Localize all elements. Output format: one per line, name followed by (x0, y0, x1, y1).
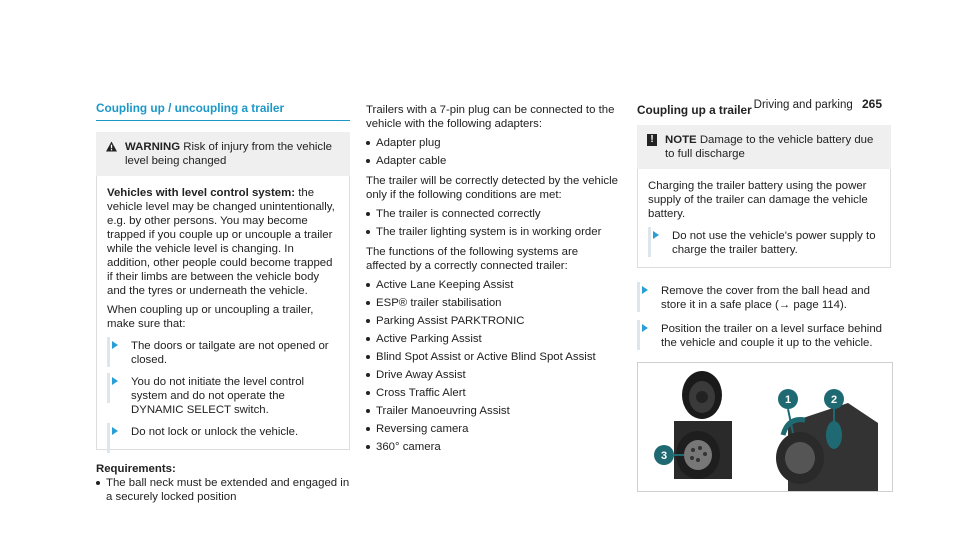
list-item: The ball neck must be extended and engaged in a securely locked position (96, 476, 350, 504)
warning-bold-intro: Vehicles with level control system: (107, 187, 296, 199)
detection-text: The trailer will be correctly detected by the vehicle only if the following conditions are met: (366, 175, 618, 201)
list-item: 360° camera (366, 440, 620, 454)
list-item: Active Lane Keeping Assist (366, 278, 620, 292)
callout-1: 1 (784, 394, 792, 406)
arrow-icon (107, 425, 121, 439)
callout-2: 2 (830, 394, 838, 406)
warning-icon (106, 141, 117, 152)
subsection-title: Coupling up a trailer (637, 103, 752, 117)
note-lead: Damage to the vehicle battery due to full discharge (665, 134, 874, 160)
warning-step (107, 339, 339, 367)
list-item: Parking Assist PARKTRONIC (366, 314, 620, 328)
warning-step (107, 375, 339, 417)
warning-step (107, 425, 339, 439)
arrow-icon (107, 375, 121, 417)
trailer-socket-figure (637, 362, 893, 492)
warning-step-text: The doors or tailgate are not opened or closed. (131, 340, 329, 366)
warning-lead: Risk of injury from the vehicle level being changed (125, 141, 332, 167)
list-item: Active Parking Assist (366, 332, 620, 346)
list-item: Reversing camera (366, 422, 620, 436)
warning-box (96, 132, 350, 176)
list-item: Drive Away Assist (366, 368, 620, 382)
warning-body-text: the vehicle level may be changed unintentionally, e.g. by other persons. You may become trapped if you couple up or uncouple a trailer while the vehicle level is changing. In addition, other people could become trapped if their limbs are between the vehicle body and the tyres or underneath the vehicle. (107, 187, 335, 297)
note-body (637, 169, 891, 268)
list-item: ESP® trailer stabilisation (366, 296, 620, 310)
instruction-step (637, 322, 891, 350)
arrow-icon (637, 284, 651, 312)
conditions-list (366, 207, 620, 239)
warning-step-text: Do not lock or unlock the vehicle. (131, 426, 299, 438)
warning-body (96, 176, 350, 450)
instruction-step-text: Remove the cover from the ball head and store it in a safe place (→ page 114). (661, 285, 870, 311)
instruction-step (637, 284, 891, 312)
requirements-list (96, 476, 350, 504)
note-text: Charging the trailer battery using the power supply of the trailer can damage the vehicle battery. (648, 180, 868, 220)
adapter-list (366, 136, 620, 168)
note-step-text: Do not use the vehicle's power supply to charge the trailer battery. (672, 230, 876, 256)
exclamation-icon: ! (647, 134, 657, 146)
note-box (637, 125, 891, 169)
note-step (648, 229, 880, 257)
list-item: Cross Traffic Alert (366, 386, 620, 400)
warning-text (107, 186, 339, 298)
trailer-socket-illustration (638, 363, 892, 491)
list-item: Adapter cable (366, 154, 620, 168)
column-1 (96, 101, 350, 510)
column-3 (637, 103, 891, 492)
list-item: The trailer is connected correctly (366, 207, 620, 221)
section-title: Coupling up / uncoupling a trailer (96, 101, 350, 121)
affected-text: The functions of the following systems are affected by a correctly connected trailer: (366, 246, 579, 272)
warning-heading (125, 140, 340, 168)
warning-header (106, 140, 340, 168)
instruction-step-text: Position the trailer on a level surface behind the vehicle and couple it up to the vehicle. (661, 323, 882, 349)
arrow-icon (637, 322, 651, 350)
warning-instruction: When coupling up or uncoupling a trailer, make sure that: (107, 304, 314, 330)
list-item: Trailer Manoeuvring Assist (366, 404, 620, 418)
callout-3: 3 (660, 450, 668, 462)
list-item: Blind Spot Assist or Active Blind Spot Assist (366, 350, 620, 364)
arrow-icon (648, 229, 662, 257)
page-number: 265 (861, 97, 882, 111)
warning-label: WARNING (125, 141, 181, 153)
note-heading (665, 133, 881, 161)
requirements-label: Requirements: (96, 463, 176, 475)
systems-list (366, 278, 620, 454)
adapter-intro: Trailers with a 7-pin plug can be connected to the vehicle with the following adapters: (366, 104, 615, 130)
list-item: The trailer lighting system is in working order (366, 225, 620, 239)
note-header (647, 133, 881, 161)
requirements (96, 462, 350, 504)
arrow-icon (107, 339, 121, 367)
list-item: Adapter plug (366, 136, 620, 150)
column-2 (366, 103, 620, 460)
note-label: NOTE (665, 134, 697, 146)
section-name: Driving and parking (753, 99, 853, 111)
warning-step-text: You do not initiate the level control system and do not operate the DYNAMIC SELECT switch. (131, 376, 305, 416)
